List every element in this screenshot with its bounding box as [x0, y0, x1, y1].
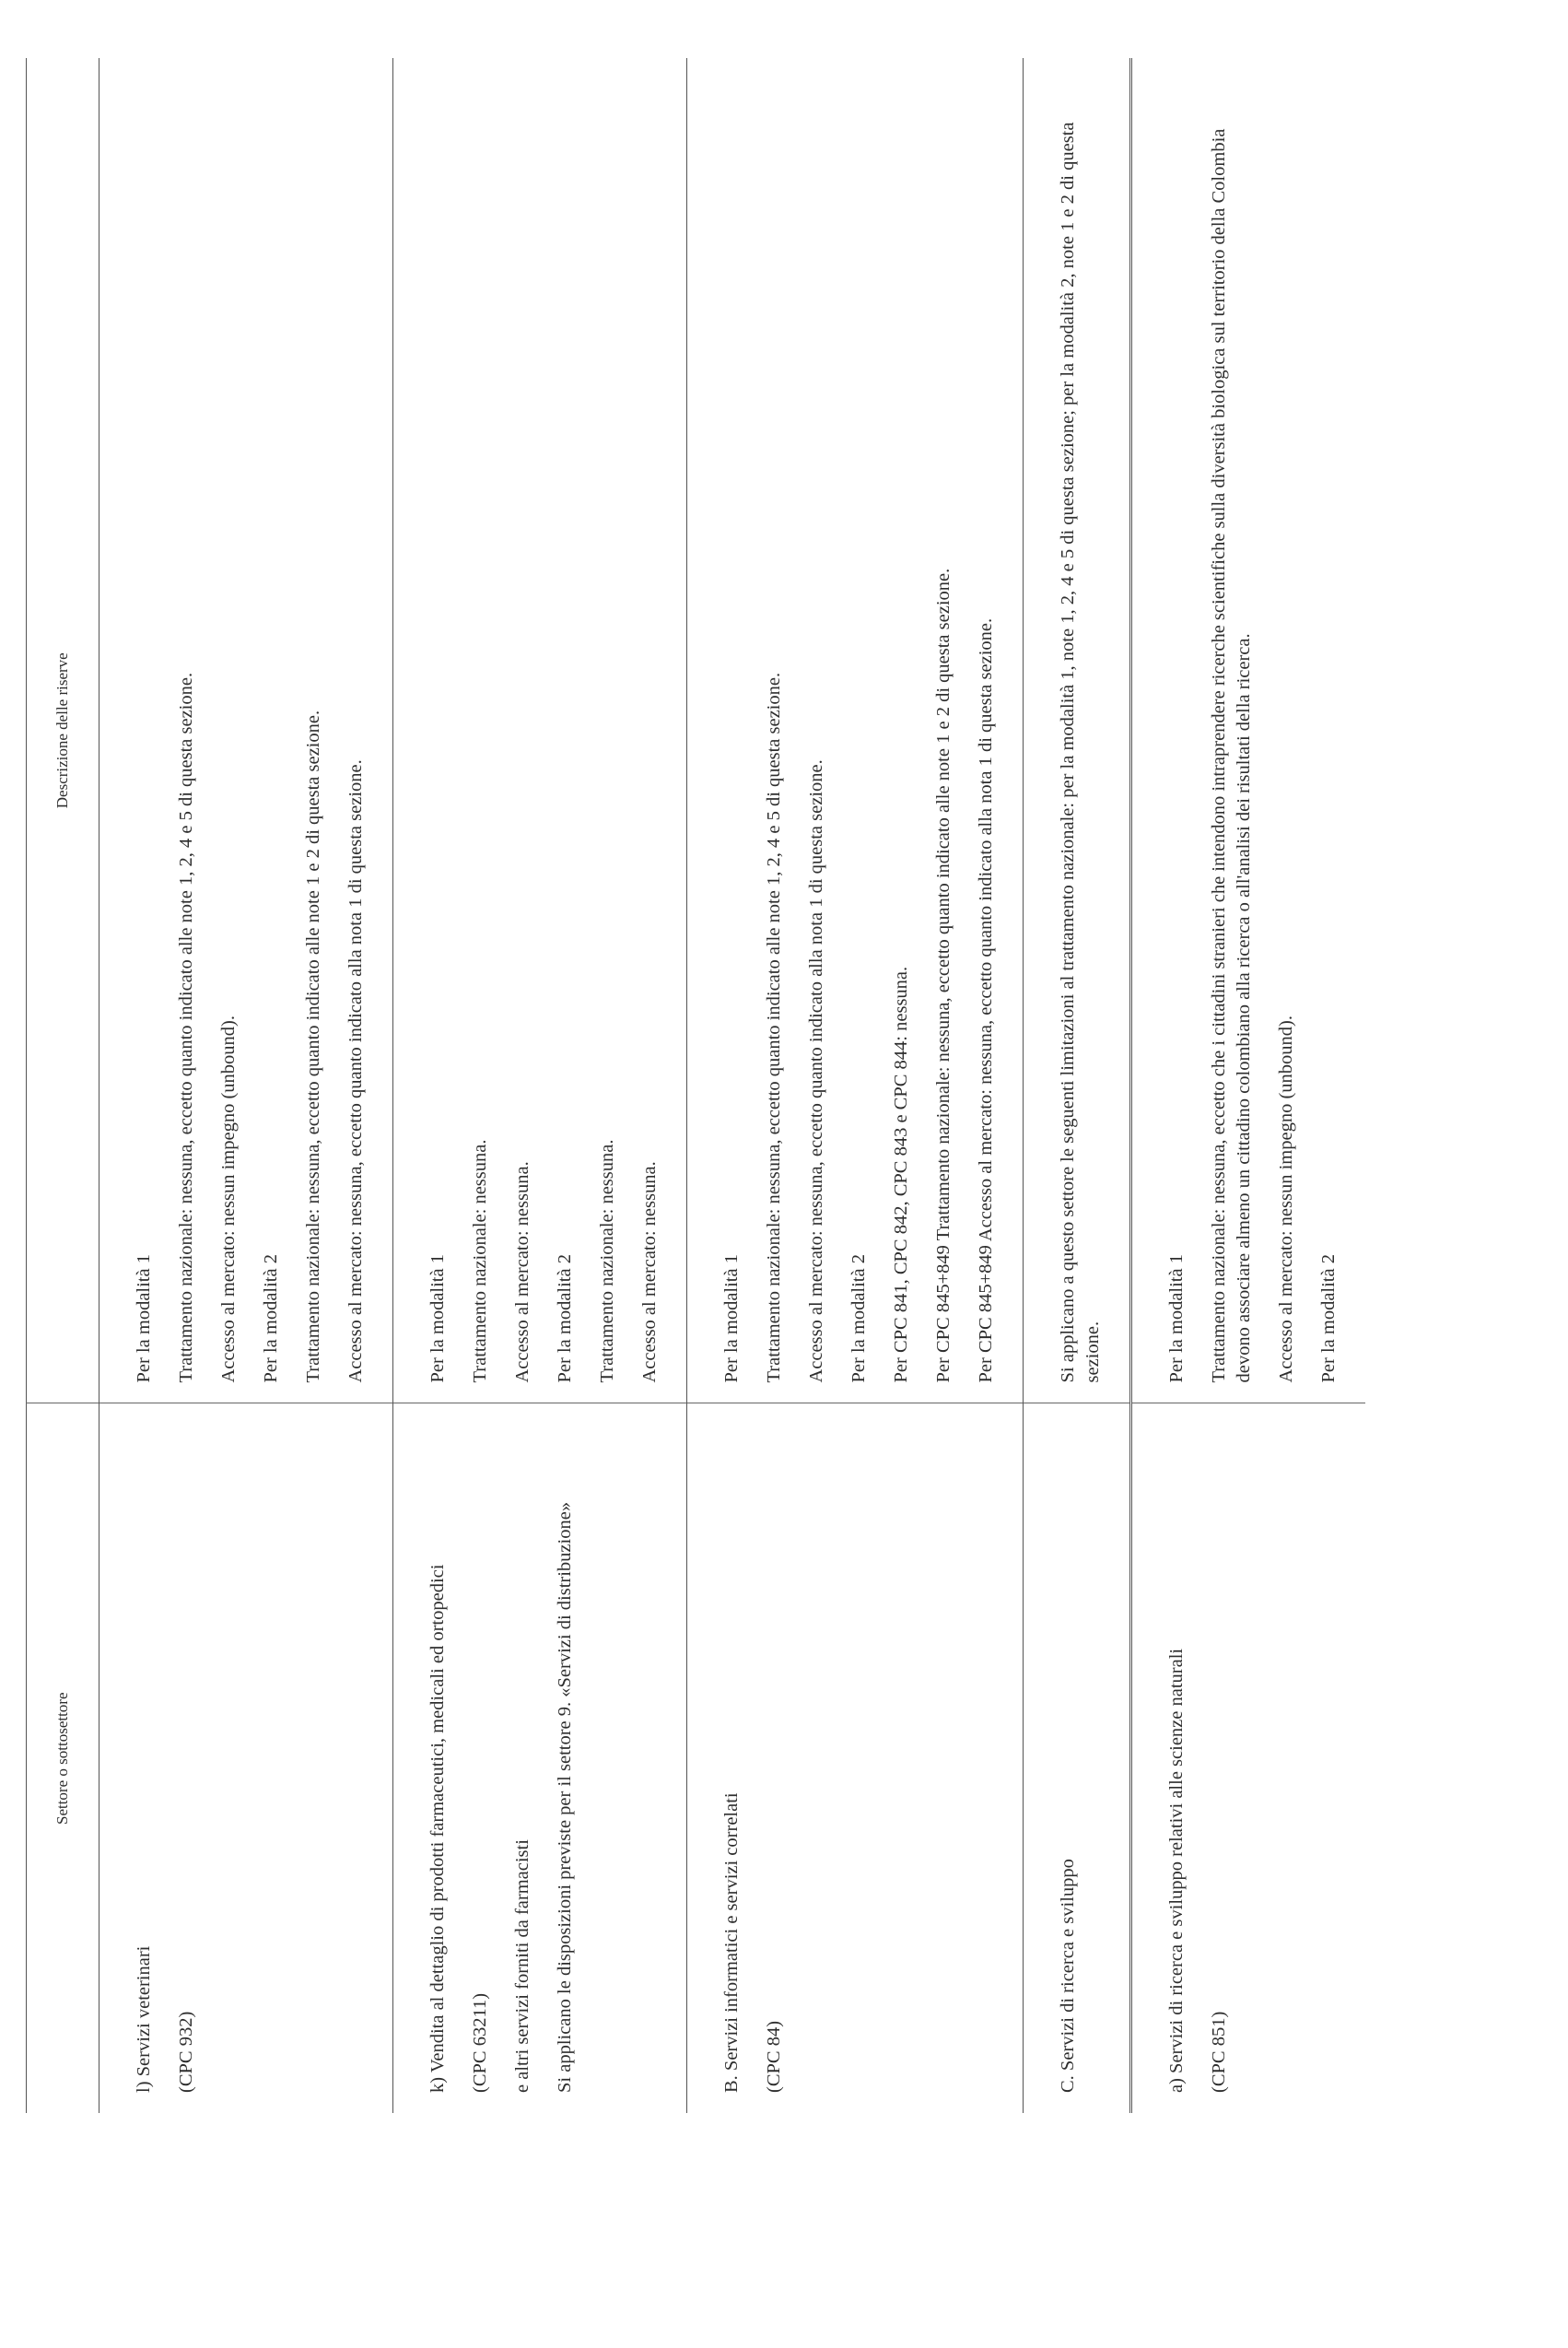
- reservations-cell: [1024, 58, 1131, 1403]
- reservation-line: Per la modalità 1: [721, 1254, 742, 1383]
- sector-line: (CPC 851): [1209, 2011, 1229, 2093]
- sector-line: a) Servizi di ricerca e sviluppo relativi alle scienze naturali: [1166, 1648, 1187, 2093]
- sector-cell: [1024, 1403, 1131, 2113]
- reservation-line: Per la modalità 2: [555, 1254, 575, 1383]
- reservation-line: Trattamento nazionale: nessuna.: [470, 1139, 490, 1383]
- reservation-line: Trattamento nazionale: nessuna, eccetto che i cittadini stranieri che intendono intraprendere ricerche scientifiche sulla diversità biologica sul territorio della Colombia devono associare almeno un cittadino colombiano alla ricerca o all'analisi dei risultati della ricerca.: [1209, 128, 1254, 1383]
- table-body: [99, 58, 1366, 2113]
- sector-line: k) Vendita al dettaglio di prodotti farmaceutici, medicali ed ortopedici: [427, 1564, 448, 2093]
- reservation-line: Accesso al mercato: nessuna, eccetto quanto indicato alla nota 1 di questa sezione.: [806, 759, 826, 1383]
- reservation-line: Per la modalità 1: [1166, 1254, 1187, 1383]
- reservation-line: Trattamento nazionale: nessuna, eccetto quanto indicato alle note 1, 2, 4 e 5 di questa sezione.: [176, 672, 196, 1383]
- sector-line: C. Servizi di ricerca e sviluppo: [1058, 1859, 1078, 2093]
- reservations-table: [26, 58, 1365, 2113]
- table-row: [393, 58, 687, 2113]
- sector-line: (CPC 932): [176, 2011, 196, 2093]
- reservation-line: Trattamento nazionale: nessuna, eccetto quanto indicato alle note 1, 2, 4 e 5 di questa sezione.: [764, 672, 784, 1383]
- reservation-line: Per la modalità 2: [261, 1254, 281, 1383]
- reservation-line: Per CPC 841, CPC 842, CPC 843 e CPC 844: nessuna.: [891, 966, 911, 1383]
- table-row: [1024, 58, 1131, 2113]
- reservations-cell: [393, 58, 687, 1403]
- reservations-cell: [1131, 58, 1366, 1403]
- reservations-cell: [687, 58, 1024, 1403]
- reservation-line: Accesso al mercato: nessun impegno (unbound).: [1276, 1015, 1296, 1383]
- sector-line: (CPC 84): [764, 2020, 784, 2093]
- sector-cell: [99, 1403, 393, 2113]
- reservation-line: Per la modalità 2: [1318, 1254, 1339, 1383]
- reservations-cell: [99, 58, 393, 1403]
- sector-line: e altri servizi forniti da farmacisti: [512, 1839, 532, 2093]
- table-row: [1131, 58, 1366, 2113]
- reservation-line: Trattamento nazionale: nessuna.: [597, 1139, 617, 1383]
- table-row: [99, 58, 393, 2113]
- sector-cell: [393, 1403, 687, 2113]
- reservation-line: Accesso al mercato: nessuna.: [639, 1161, 660, 1383]
- reservation-line: Trattamento nazionale: nessuna, eccetto quanto indicato alle note 1 e 2 di questa sezione.: [303, 710, 323, 1383]
- table-row: [687, 58, 1024, 2113]
- reservation-line: Accesso al mercato: nessun impegno (unbound).: [218, 1015, 239, 1383]
- reservation-line: Si applicano a questo settore le seguenti limitazioni al trattamento nazionale: per la modalità 1, note 1, 2, 4 e 5 di questa sezione; per la modalità 2, note 1 e 2 di questa sezione.: [1058, 122, 1103, 1383]
- reservation-line: Accesso al mercato: nessuna, eccetto quanto indicato alla nota 1 di questa sezione.: [345, 759, 366, 1383]
- document-content: [26, 58, 1365, 2113]
- sector-cell: [1131, 1403, 1366, 2113]
- sector-line: Si applicano le disposizioni previste per il settore 9. «Servizi di distribuzione»: [555, 1501, 575, 2093]
- reservation-line: Per CPC 845+849 Accesso al mercato: nessuna, eccetto quanto indicato alla nota 1 di questa sezione.: [976, 617, 996, 1383]
- sector-line: B. Servizi informatici e servizi correlati: [721, 1792, 742, 2093]
- reservation-line: Accesso al mercato: nessuna.: [512, 1161, 532, 1383]
- sector-cell: [687, 1403, 1024, 2113]
- table-header-row: [27, 58, 99, 2113]
- reservation-line: Per la modalità 2: [848, 1254, 869, 1383]
- sector-line: l) Servizi veterinari: [134, 1945, 154, 2093]
- reservation-line: Per la modalità 1: [134, 1254, 154, 1383]
- header-reservations: Descrizione delle riserve: [27, 58, 99, 1403]
- sector-line: (CPC 63211): [470, 1992, 490, 2093]
- header-sector: Settore o sottosettore: [27, 1403, 99, 2113]
- reservation-line: Per CPC 845+849 Trattamento nazionale: nessuna, eccetto quanto indicato alle note 1 e 2 di questa sezione.: [933, 568, 954, 1383]
- reservation-line: Per la modalità 1: [427, 1254, 448, 1383]
